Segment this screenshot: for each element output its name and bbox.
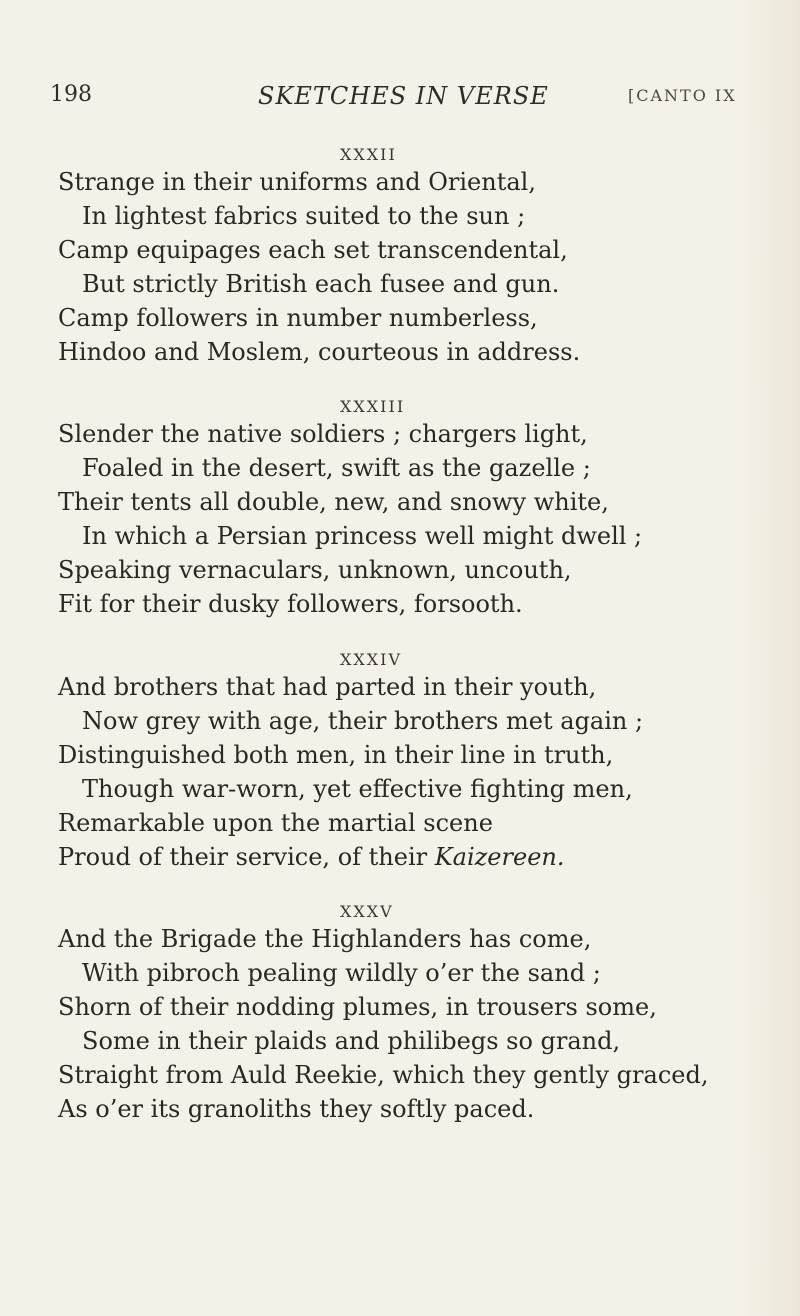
verse-line: Speaking vernaculars, unknown, uncouth,: [58, 556, 572, 584]
verse-line: Camp followers in number numberless,: [58, 304, 538, 332]
running-head: [50, 82, 782, 114]
italic-word: Kaizereen.: [434, 843, 565, 871]
verse-line: But strictly British each fusee and gun.: [82, 270, 560, 298]
book-title: SKETCHES IN VERSE: [258, 82, 549, 110]
verse-line: As o’er its granoliths they softly paced.: [58, 1095, 535, 1123]
verse-line: Their tents all double, new, and snowy white,: [58, 488, 609, 516]
verse-line: Though war-worn, yet effective fighting men,: [82, 775, 633, 803]
stanza-numeral: XXXIV: [340, 650, 403, 669]
stanza-numeral: XXXV: [340, 902, 394, 921]
stanza-numeral: XXXIII: [340, 397, 406, 416]
verse-line: Strange in their uniforms and Oriental,: [58, 168, 536, 196]
verse-line: With pibroch pealing wildly o’er the sand ;: [82, 959, 601, 987]
verse-line: Camp equipages each set transcendental,: [58, 236, 568, 264]
stanza-numeral: XXXII: [340, 145, 397, 164]
verse-line: In lightest fabrics suited to the sun ;: [82, 202, 526, 230]
verse-line: Fit for their dusky followers, forsooth.: [58, 590, 523, 618]
verse-line: Some in their plaids and philibegs so grand,: [82, 1027, 621, 1055]
verse-line: Shorn of their nodding plumes, in trousers some,: [58, 993, 657, 1021]
page-number: 198: [50, 82, 92, 107]
verse-line: Remarkable upon the martial scene: [58, 809, 493, 837]
verse-line: Distinguished both men, in their line in truth,: [58, 741, 614, 769]
verse-line: Foaled in the desert, swift as the gazelle ;: [82, 454, 591, 482]
verse-line: Straight from Auld Reekie, which they gently graced,: [58, 1061, 709, 1089]
verse-line: And brothers that had parted in their youth,: [58, 673, 597, 701]
canto-label: [CANTO IX: [628, 86, 737, 105]
verse-line: In which a Persian princess well might dwell ;: [82, 522, 643, 550]
verse-line: Now grey with age, their brothers met again ;: [82, 707, 644, 735]
verse-line: Slender the native soldiers ; chargers light,: [58, 420, 588, 448]
verse-line: And the Brigade the Highlanders has come,: [58, 925, 592, 953]
verse-text: Proud of their service, of their: [58, 843, 428, 871]
verse-line: Hindoo and Moslem, courteous in address.: [58, 338, 581, 366]
verse-line: [58, 843, 564, 871]
